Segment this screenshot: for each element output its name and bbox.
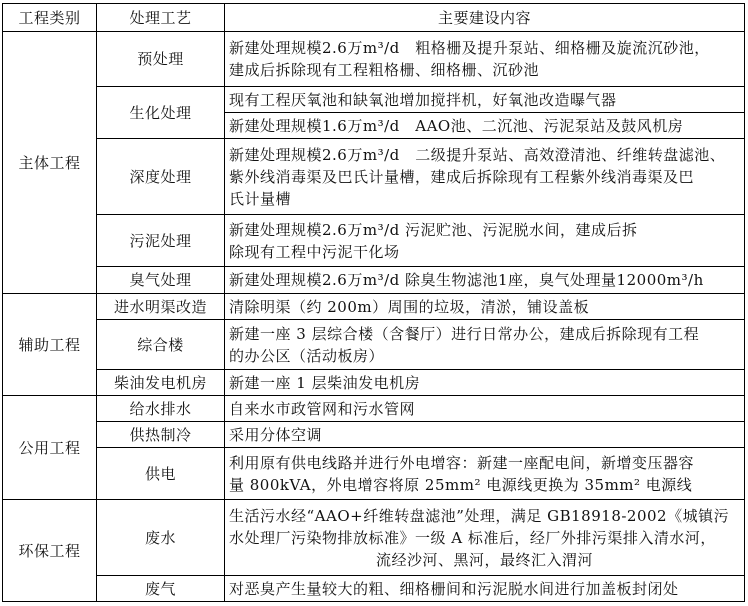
table-row: [3, 448, 745, 500]
content-cell: [225, 448, 745, 500]
category-cell: 主体工程: [3, 32, 97, 294]
process-cell: 污泥处理: [97, 215, 225, 267]
table-row: [3, 32, 745, 87]
table-row: [3, 320, 745, 370]
content-line: 新建一座 3 层综合楼（含餐厅）进行日常办公，建成后拆除现有工程: [229, 324, 700, 343]
content-cell: [225, 500, 745, 576]
content-cell: [225, 32, 745, 87]
table-row: [3, 422, 745, 448]
process-cell: 深度处理: [97, 139, 225, 215]
content-line: 紫外线消毒渠及巴氏计量槽，建成后拆除现有工程紫外线消毒渠及巴: [229, 167, 695, 186]
table-row: [3, 267, 745, 294]
table-row: [3, 139, 745, 215]
content-cell: [225, 87, 745, 113]
content-cell: [225, 139, 745, 215]
content-line: 对恶臭产生量较大的粗、细格栅间和污泥脱水间进行加盖板封闭处: [229, 579, 679, 598]
content-line: 除现有工程中污泥干化场: [229, 242, 400, 261]
content-line: 量 800kVA，外电增容将原 25mm² 电源线更换为 35mm² 电源线: [229, 475, 693, 494]
table-row: [3, 87, 745, 113]
content-cell: [225, 396, 745, 422]
content-line: 现有工程厌氧池和缺氧池增加搅拌机，好氧池改造曝气器: [229, 90, 617, 109]
content-cell: [225, 294, 745, 320]
content-cell: [225, 370, 745, 396]
table-row: [3, 500, 745, 576]
process-cell: 生化处理: [97, 87, 225, 139]
header-content: 主要建设内容: [225, 4, 745, 32]
content-line: 生活污水经“AAO+纤维转盘滤池”处理，满足 GB18918-2002《城镇污: [229, 506, 730, 525]
content-line: 建成后拆除现有工程粗格栅、细格栅、沉砂池: [229, 61, 540, 79]
content-cell: [225, 267, 745, 294]
table-row: [3, 215, 745, 267]
category-cell: 环保工程: [3, 500, 97, 602]
process-cell: 进水明渠改造: [97, 294, 225, 320]
content-line: 采用分体空调: [229, 425, 323, 444]
content-line: 新建处理规模2.6万m³/d 二级提升泵站、高效澄清池、纤维转盘滤池、: [229, 145, 726, 164]
content-cell: [225, 320, 745, 370]
content-line: 新建处理规模2.6万m³/d 粗格栅及提升泵站、细格栅及旋流沉砂池，: [229, 39, 710, 57]
process-cell: 综合楼: [97, 320, 225, 370]
table-row: [3, 370, 745, 396]
content-line: 水处理厂污染物排放标准》一级 A 标准后，经厂外排污渠排入清水河，: [229, 528, 716, 547]
category-cell: 辅助工程: [3, 294, 97, 396]
table-row: [3, 294, 745, 320]
process-cell: 供电: [97, 448, 225, 500]
table-row: [3, 396, 745, 422]
process-cell: 臭气处理: [97, 267, 225, 294]
process-cell: 废水: [97, 500, 225, 576]
content-line: 的办公区（活动板房）: [229, 346, 385, 365]
content-line: 利用原有供电线路并进行外电增容：新建一座配电间，新增变压器容: [229, 453, 695, 472]
content-line: 新建处理规模2.6万m³/d 污泥贮池、污泥脱水间，建成后拆: [229, 220, 638, 239]
content-line: 清除明渠（约 200m）周围的垃圾，清淤，铺设盖板: [229, 297, 590, 316]
header-process: 处理工艺: [97, 4, 225, 32]
construction-content-table: [2, 3, 745, 602]
content-line: 自来水市政管网和污水管网: [229, 399, 416, 418]
table-row: [3, 576, 745, 602]
process-cell: 废气: [97, 576, 225, 602]
content-cell: [225, 113, 745, 139]
process-cell: 预处理: [97, 32, 225, 87]
content-line: 新建处理规模2.6万m³/d 除臭生物滤池1座，臭气处理量12000m³/h: [229, 271, 704, 289]
header-category: 工程类别: [3, 4, 97, 32]
content-line: 新建处理规模1.6万m³/d AAO池、二沉池、污泥泵站及鼓风机房: [229, 116, 684, 135]
process-cell: 给水排水: [97, 396, 225, 422]
content-cell: [225, 422, 745, 448]
category-cell: 公用工程: [3, 396, 97, 500]
process-cell: 供热制冷: [97, 422, 225, 448]
content-line: 新建一座 1 层柴油发电机房: [229, 373, 421, 392]
content-cell: [225, 215, 745, 267]
content-cell: [225, 576, 745, 602]
header-row: [3, 4, 745, 32]
process-cell: 柴油发电机房: [97, 370, 225, 396]
content-line: 氏计量槽: [229, 189, 292, 208]
content-line: 流经沙河、黑河，最终汇入渭河: [375, 550, 593, 569]
